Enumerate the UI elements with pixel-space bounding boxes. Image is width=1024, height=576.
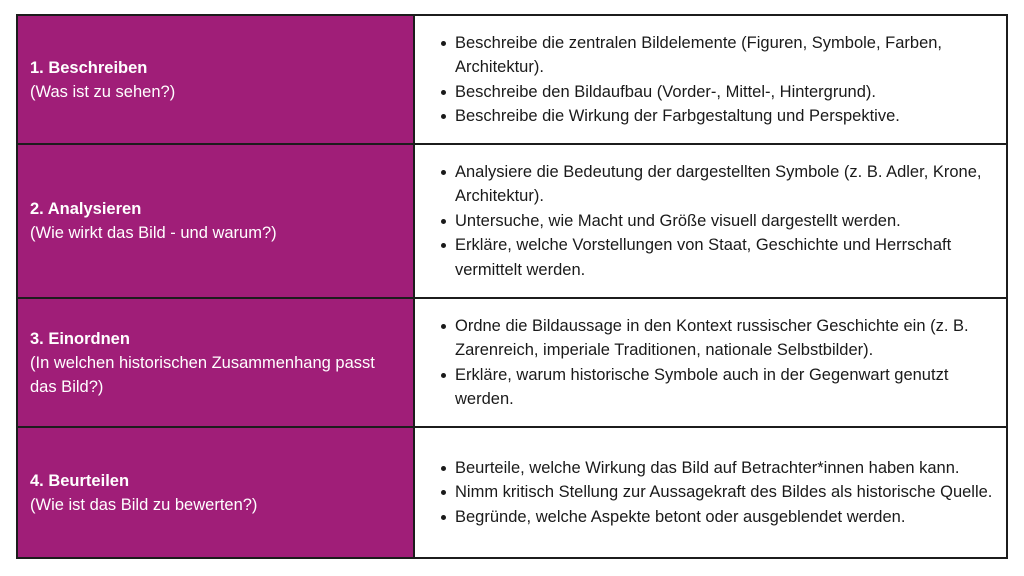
step-title: 3. Einordnen <box>30 329 130 348</box>
bullet-item: Nimm kritisch Stellung zur Aussagekraft des Bildes als historische Quelle. <box>439 480 996 505</box>
bullet-item: Ordne die Bildaussage in den Kontext russischer Geschichte ein (z. B. Zarenreich, imperiale Traditionen, nationale Selbstbilder). <box>439 314 996 363</box>
step-question: (In welchen historischen Zusammenhang passt das Bild?) <box>30 353 375 396</box>
bullet-item: Beurteile, welche Wirkung das Bild auf Betrachter*innen haben kann. <box>439 456 996 481</box>
task-table <box>16 14 1008 559</box>
step-cell-describe <box>18 16 415 145</box>
instructions-cell-evaluate <box>415 428 1006 557</box>
step-cell-analyze <box>18 145 415 299</box>
bullet-list <box>439 456 996 530</box>
step-cell-classify <box>18 299 415 428</box>
step-question: (Wie wirkt das Bild - und warum?) <box>30 224 277 242</box>
step-question: (Was ist zu sehen?) <box>30 82 176 101</box>
bullet-item: Beschreibe die zentralen Bildelemente (Figuren, Symbole, Farben, Architektur). <box>439 31 996 80</box>
instructions-cell-analyze <box>415 145 1006 299</box>
step-title: 2. Analysieren <box>30 200 142 218</box>
step-cell-evaluate <box>18 428 415 557</box>
bullet-item: Beschreibe die Wirkung der Farbgestaltung und Perspektive. <box>439 104 996 129</box>
bullet-list <box>439 314 996 412</box>
step-title: 4. Beurteilen <box>30 471 130 490</box>
instructions-cell-describe <box>415 16 1006 145</box>
bullet-item: Untersuche, wie Macht und Größe visuell dargestellt werden. <box>439 209 996 234</box>
bullet-item: Erkläre, warum historische Symbole auch in der Gegenwart genutzt werden. <box>439 363 996 412</box>
bullet-list <box>439 160 996 283</box>
bullet-item: Analysiere die Bedeutung der dargestellten Symbole (z. B. Adler, Krone, Architektur). <box>439 160 996 209</box>
bullet-list <box>439 31 996 129</box>
bullet-item: Beschreibe den Bildaufbau (Vorder-, Mittel-, Hintergrund). <box>439 80 996 105</box>
bullet-item: Erkläre, welche Vorstellungen von Staat, Geschichte und Herrschaft vermittelt werden. <box>439 233 996 282</box>
bullet-item: Begründe, welche Aspekte betont oder ausgeblendet werden. <box>439 505 996 530</box>
instructions-cell-classify <box>415 299 1006 428</box>
step-question: (Wie ist das Bild zu bewerten?) <box>30 495 258 514</box>
step-title: 1. Beschreiben <box>30 58 148 77</box>
